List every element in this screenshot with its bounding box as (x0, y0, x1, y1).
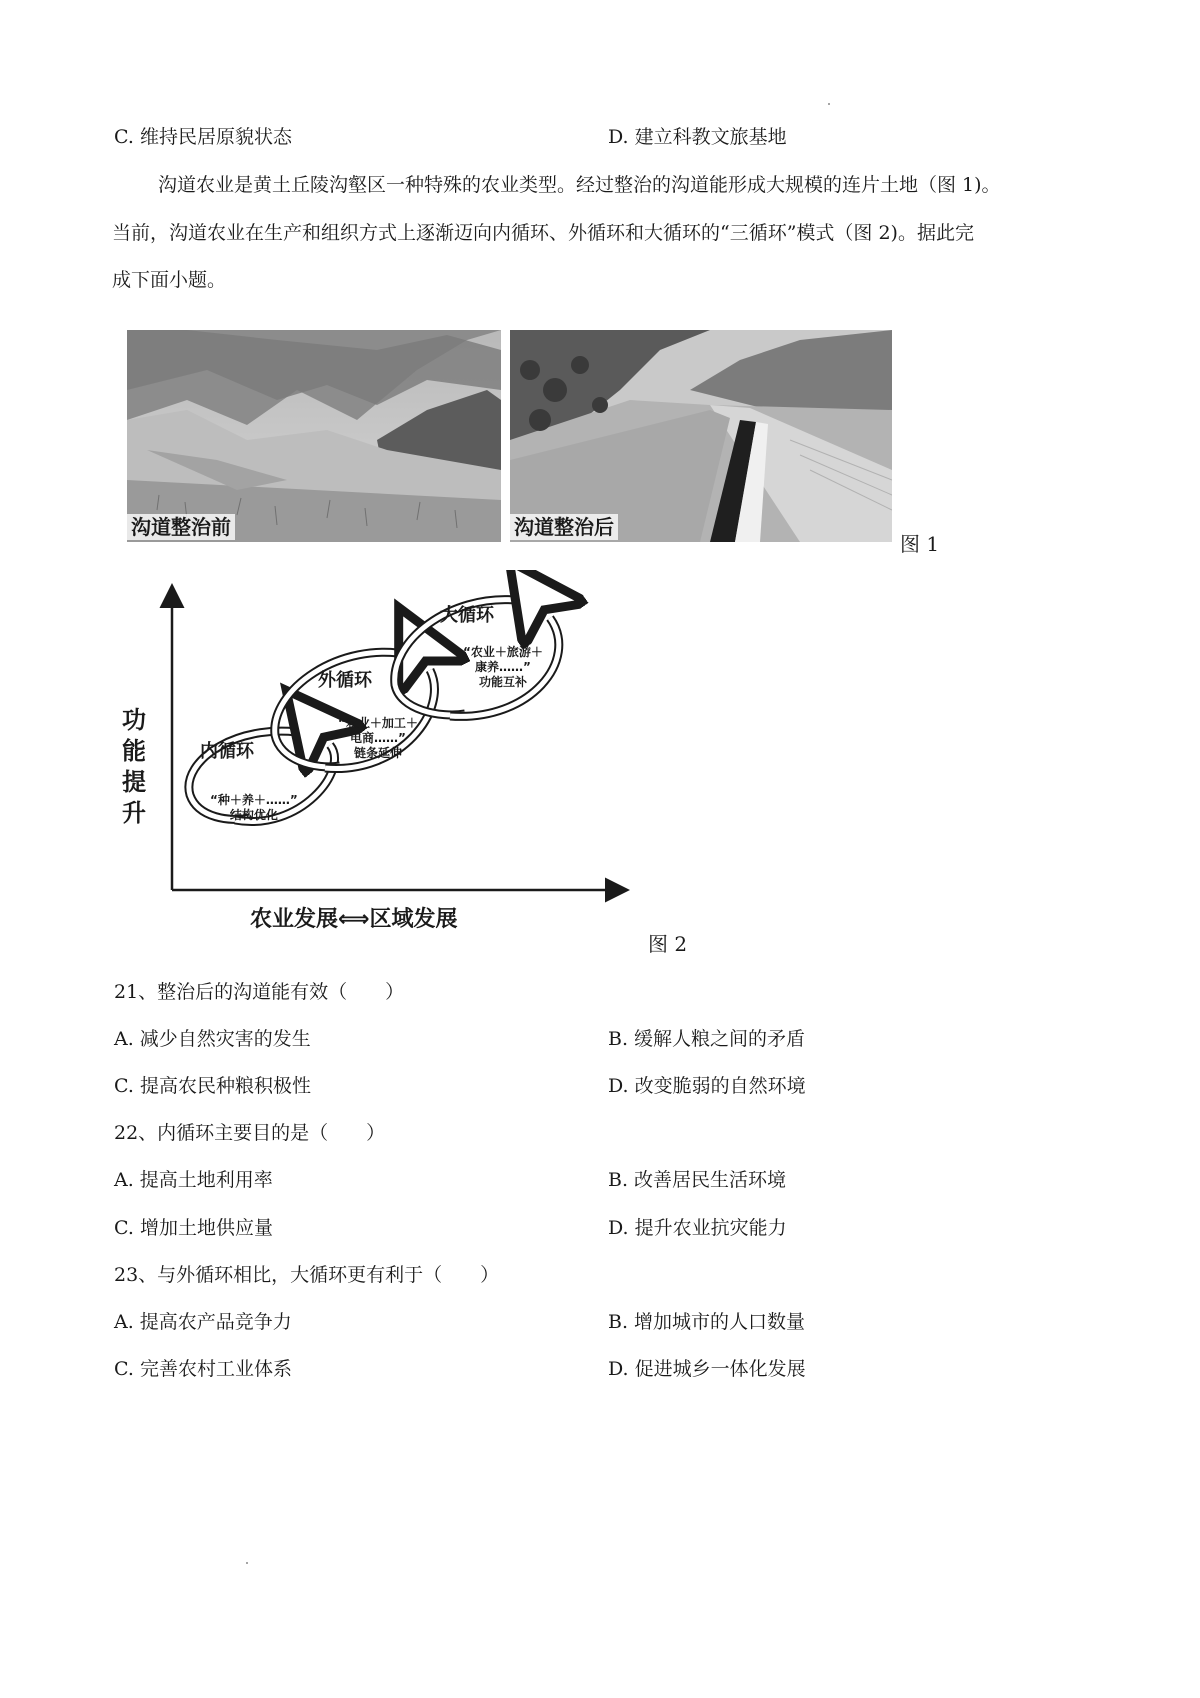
big-cycle-content-line-2: 康养……” (475, 660, 531, 674)
caption-before: 沟道整治前 (127, 514, 235, 540)
scan-dot (246, 1562, 248, 1564)
question-22-option-b: B. 改善居民生活环境 (608, 1169, 787, 1191)
question-22-option-a: A. 提高土地利用率 (114, 1169, 273, 1191)
big-cycle-content-line-1: “农业＋旅游＋ (463, 645, 543, 659)
question-23-option-b: B. 增加城市的人口数量 (608, 1311, 806, 1333)
option-d-prev: D. 建立科教文旅基地 (608, 126, 787, 148)
question-23-option-a: A. 提高农产品竞争力 (114, 1311, 292, 1333)
outer-cycle-content (338, 716, 418, 761)
photo-before-renovation (127, 330, 501, 542)
outer-cycle-content-line-1: “农业＋加工＋ (338, 716, 418, 730)
big-cycle-name: 大循环 (440, 605, 494, 626)
figure-1-label: 图 1 (900, 532, 940, 556)
question-21-option-b: B. 缓解人粮之间的矛盾 (608, 1028, 806, 1050)
outer-cycle-name: 外循环 (318, 670, 372, 691)
figure-2-label: 图 2 (648, 932, 688, 956)
question-22-option-c: C. 增加土地供应量 (114, 1217, 273, 1239)
big-cycle-content (463, 645, 543, 690)
photo-after-image (510, 330, 892, 542)
intro-line-1: 沟道农业是黄土丘陵沟壑区一种特殊的农业类型。经过整治的沟道能形成大规模的连片土地（图 1)。 (158, 174, 1001, 196)
question-21-option-c: C. 提高农民种粮积极性 (114, 1075, 311, 1097)
y-axis-label: 功能提升 (122, 706, 146, 827)
inner-cycle-name: 内循环 (200, 741, 254, 762)
inner-cycle-content-line-2: 结构优化 (229, 808, 278, 822)
caption-after: 沟道整治后 (510, 514, 618, 540)
question-23-option-d: D. 促进城乡一体化发展 (608, 1358, 806, 1380)
question-22-option-d: D. 提升农业抗灾能力 (608, 1217, 787, 1239)
inner-cycle-content-line-1: “种＋养＋……” (210, 793, 298, 807)
big-cycle-content-line-3: 功能互补 (478, 675, 527, 689)
outer-cycle-content-line-2: 电商……” (350, 731, 406, 745)
option-c-prev: C. 维持民居原貌状态 (114, 126, 292, 148)
intro-line-2: 当前，沟道农业在生产和组织方式上逐渐迈向内循环、外循环和大循环的“三循环”模式（图 2)。据此完 (112, 222, 974, 244)
question-22-stem: 22、内循环主要目的是（ ） (114, 1122, 386, 1144)
scan-dot (828, 103, 830, 105)
inner-cycle-content (210, 793, 298, 823)
photo-before-image (127, 330, 501, 542)
question-21-stem: 21、整治后的沟道能有效（ ） (114, 981, 405, 1003)
photo-after-renovation (510, 330, 892, 542)
intro-line-3: 成下面小题。 (112, 269, 227, 291)
question-23-option-c: C. 完善农村工业体系 (114, 1358, 292, 1380)
outer-cycle-content-line-3: 链条延伸 (353, 746, 402, 760)
question-21-option-a: A. 减少自然灾害的发生 (114, 1028, 311, 1050)
question-21-option-d: D. 改变脆弱的自然环境 (608, 1075, 806, 1097)
question-23-stem: 23、与外循环相比，大循环更有利于（ ） (114, 1264, 500, 1286)
x-axis-label: 农业发展⟺区域发展 (250, 907, 458, 932)
